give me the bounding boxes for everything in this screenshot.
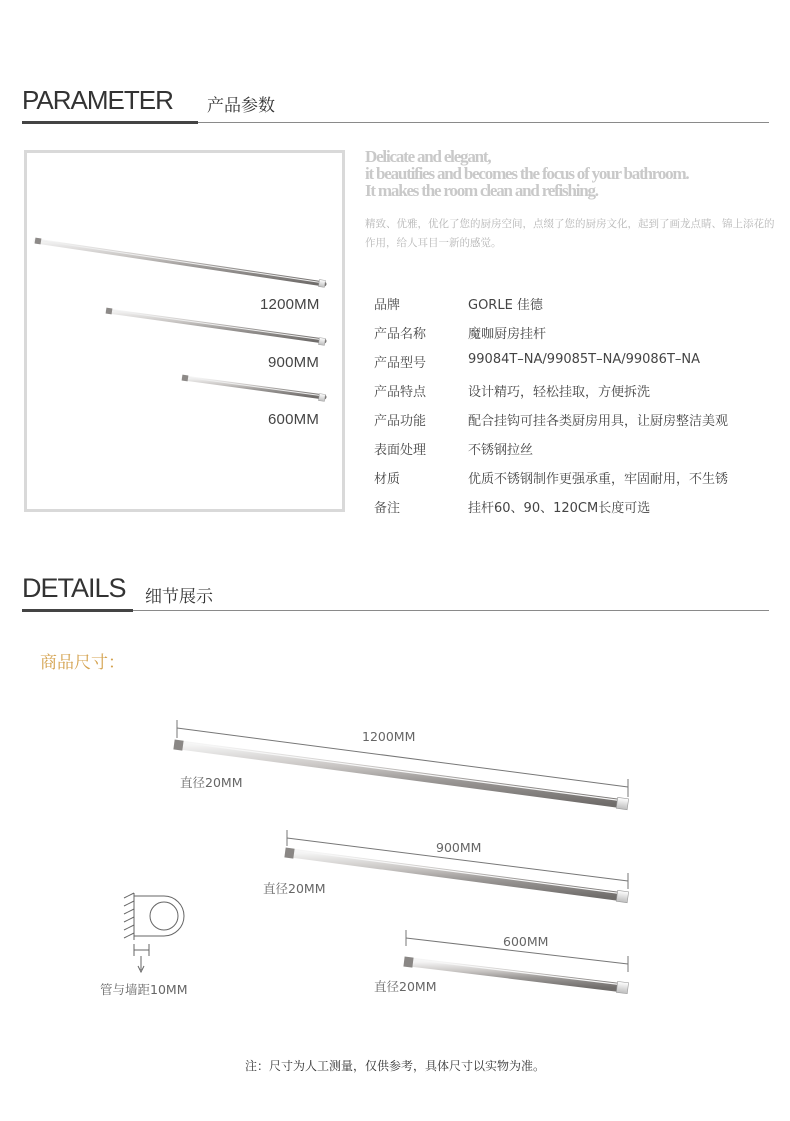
wall-distance-label: 管与墙距10MM xyxy=(100,982,188,997)
size-label-600: 600MM xyxy=(268,411,320,428)
measurement-note: 注：尺寸为人工测量，仅供参考，具体尺寸以实物为准。 xyxy=(244,1059,545,1073)
length-label-600: 600MM xyxy=(503,934,549,949)
detail-rod-600 xyxy=(403,957,628,994)
wall-bracket-icon xyxy=(124,893,184,972)
spec-value: 设计精巧，轻松挂取，方便拆洗 xyxy=(468,385,651,400)
spec-value: 魔咖厨房挂杆 xyxy=(468,327,547,342)
length-label-1200: 1200MM xyxy=(362,729,416,744)
spec-value: 99084T–NA/99085T–NA/99086T–NA xyxy=(468,352,701,367)
slogan-line-2: it beautifies and becomes the focus of your bathroom. xyxy=(365,164,689,183)
frame-rod-600 xyxy=(182,375,326,402)
details-title: DETAILS xyxy=(22,573,126,603)
parameter-subtitle: 产品参数 xyxy=(207,96,275,116)
spec-key: 产品特点 xyxy=(374,385,427,400)
size-label-900: 900MM xyxy=(268,354,320,371)
spec-value: 优质不锈钢制作更强承重，牢固耐用，不生锈 xyxy=(468,472,729,487)
spec-key: 品牌 xyxy=(374,298,401,313)
parameter-title: PARAMETER xyxy=(22,85,173,115)
size-label-1200: 1200MM xyxy=(260,296,320,313)
details-subtitle: 细节展示 xyxy=(145,587,213,607)
spec-key: 材质 xyxy=(374,472,401,487)
spec-value: 挂杆60、90、120CM长度可选 xyxy=(468,501,651,516)
spec-key: 产品功能 xyxy=(374,414,427,429)
spec-value: 不锈钢拉丝 xyxy=(468,443,534,458)
diameter-label-600: 直径20MM xyxy=(374,979,437,994)
slogan-line-3: It makes the room clean and refishing. xyxy=(365,181,598,200)
spec-value: GORLE 佳德 xyxy=(468,298,543,313)
spec-key: 表面处理 xyxy=(374,443,427,458)
spec-key: 备注 xyxy=(374,501,401,516)
spec-key: 产品型号 xyxy=(374,356,427,371)
spec-key: 产品名称 xyxy=(374,327,427,342)
frame-rod-900 xyxy=(106,308,326,346)
intro-text: 精致、优雅，优化了您的厨房空间，点缀了您的厨房文化，起到了画龙点睛、锦上添花的作用，给人耳目一新的感觉。 xyxy=(365,218,775,249)
dimension-heading: 商品尺寸： xyxy=(40,653,125,673)
detail-rod-900 xyxy=(284,848,628,903)
spec-value: 配合挂钩可挂各类厨房用具，让厨房整洁美观 xyxy=(468,414,729,429)
diameter-label-900: 直径20MM xyxy=(263,881,326,896)
diameter-label-1200: 直径20MM xyxy=(180,775,243,790)
length-label-900: 900MM xyxy=(436,840,482,855)
slogan-line-1: Delicate and elegant, xyxy=(365,147,491,166)
frame-rod-1200 xyxy=(35,238,326,288)
